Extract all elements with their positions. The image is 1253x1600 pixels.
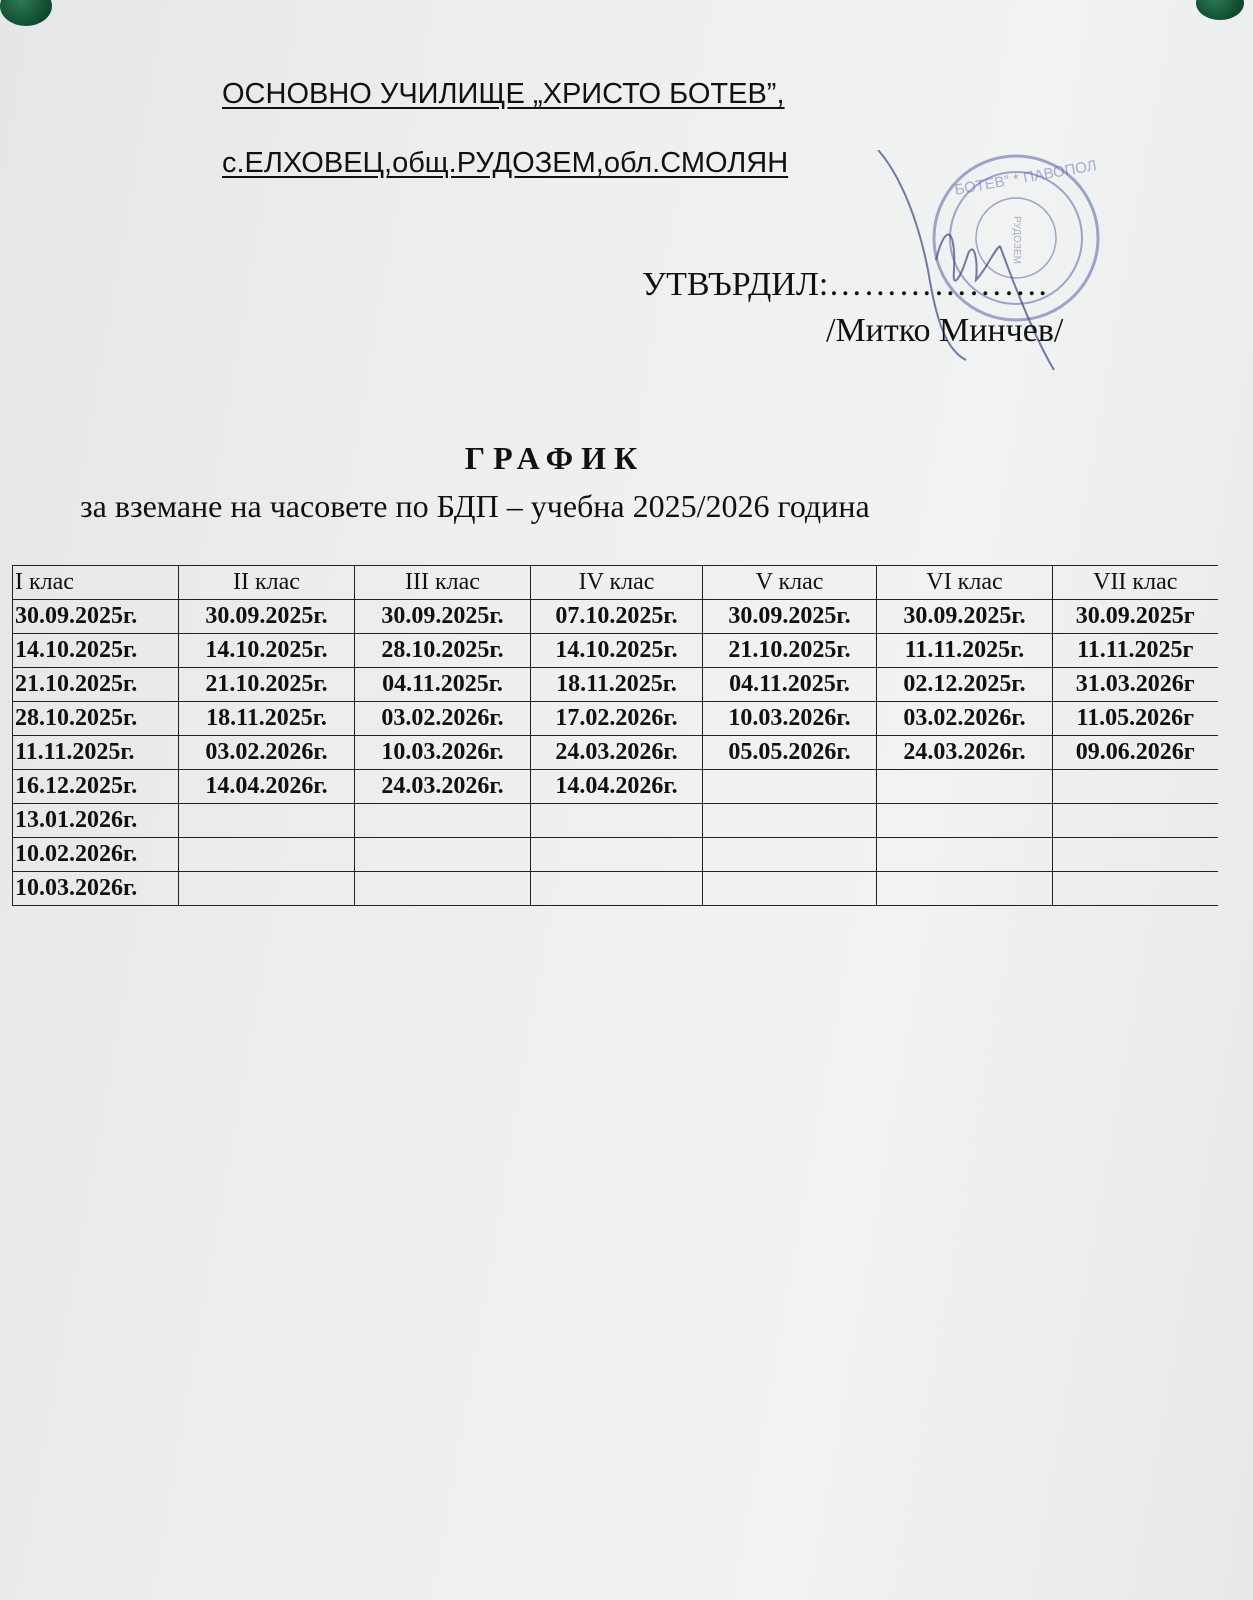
table-cell: 18.11.2025г. (531, 668, 703, 702)
table-cell: 10.03.2026г. (13, 872, 179, 906)
table-cell: 13.01.2026г. (13, 804, 179, 838)
school-name: ОСНОВНО УЧИЛИЩЕ „ХРИСТО БОТЕВ”, (222, 78, 785, 110)
table-cell (1053, 872, 1218, 906)
svg-text:РУДОЗЕМ: РУДОЗЕМ (1011, 216, 1022, 264)
table-cell: 30.09.2025г. (877, 600, 1053, 634)
director-name: /Митко Минчев/ (826, 312, 1064, 349)
table-cell: 02.12.2025г. (877, 668, 1053, 702)
document-subtitle: за вземане на часовете по БДП – учебна 2025/2026 година (80, 488, 870, 524)
table-cell (355, 838, 531, 872)
table-cell: 21.10.2025г. (179, 668, 355, 702)
table-cell (179, 804, 355, 838)
table-row (13, 838, 1218, 872)
table-row (13, 770, 1218, 804)
table-cell: 30.09.2025г. (179, 600, 355, 634)
table-cell: 11.11.2025г. (877, 634, 1053, 668)
table-cell: 14.10.2025г. (13, 634, 179, 668)
table-cell: 09.06.2026г (1053, 736, 1218, 770)
table-cell (877, 804, 1053, 838)
table-cell: 03.02.2026г. (179, 736, 355, 770)
table-header-row (13, 566, 1218, 600)
table-cell: 30.09.2025г. (355, 600, 531, 634)
table-cell (703, 838, 877, 872)
table-cell: 14.04.2026г. (179, 770, 355, 804)
document-title: ГРАФИК (464, 440, 646, 476)
table-cell: 11.11.2025г (1053, 634, 1218, 668)
schedule-table (12, 565, 1218, 906)
table-cell (355, 804, 531, 838)
table-cell (531, 872, 703, 906)
table-cell: 11.11.2025г. (13, 736, 179, 770)
approval-label: УТВЪРДИЛ: (642, 266, 829, 303)
table-cell: 07.10.2025г. (531, 600, 703, 634)
table-cell: 17.02.2026г. (531, 702, 703, 736)
table-row (13, 634, 1218, 668)
table-cell (877, 872, 1053, 906)
table-cell (877, 838, 1053, 872)
table-cell (531, 804, 703, 838)
table-cell (531, 838, 703, 872)
table-cell (179, 872, 355, 906)
column-header: I клас (13, 566, 179, 600)
table-row (13, 736, 1218, 770)
table-cell: 10.03.2026г. (703, 702, 877, 736)
svg-text:БОТЕВ” * ПАВОПОЛ: БОТЕВ” * ПАВОПОЛ (953, 157, 1098, 199)
table-cell: 14.10.2025г. (531, 634, 703, 668)
column-header: II клас (179, 566, 355, 600)
table-cell: 21.10.2025г. (703, 634, 877, 668)
table-cell: 11.05.2026г (1053, 702, 1218, 736)
table-cell: 21.10.2025г. (13, 668, 179, 702)
green-pushpin-icon (0, 0, 52, 26)
green-pushpin-icon (1196, 0, 1244, 20)
table-cell (1053, 804, 1218, 838)
column-header: VII клас (1053, 566, 1218, 600)
table-cell (703, 770, 877, 804)
table-row (13, 702, 1218, 736)
table-cell: 30.09.2025г. (703, 600, 877, 634)
table-row (13, 600, 1218, 634)
table-cell: 10.02.2026г. (13, 838, 179, 872)
table-cell (355, 872, 531, 906)
table-cell: 04.11.2025г. (355, 668, 531, 702)
table-cell: 10.03.2026г. (355, 736, 531, 770)
table-cell: 03.02.2026г. (355, 702, 531, 736)
table-cell (1053, 770, 1218, 804)
table-row (13, 804, 1218, 838)
signature-dots: ………………. (828, 266, 1048, 303)
school-address: с.ЕЛХОВЕЦ,общ.РУДОЗЕМ,обл.СМОЛЯН (222, 147, 789, 179)
table-cell (179, 838, 355, 872)
table-cell: 30.09.2025г. (13, 600, 179, 634)
table-cell: 31.03.2026г (1053, 668, 1218, 702)
column-header: III клас (355, 566, 531, 600)
approval-line (642, 266, 1048, 304)
column-header: VI клас (877, 566, 1053, 600)
table-cell: 24.03.2026г. (531, 736, 703, 770)
table-cell: 28.10.2025г. (355, 634, 531, 668)
table-cell: 18.11.2025г. (179, 702, 355, 736)
table-row (13, 668, 1218, 702)
table-row (13, 872, 1218, 906)
table-cell (877, 770, 1053, 804)
table-cell: 14.04.2026г. (531, 770, 703, 804)
table-cell (1053, 838, 1218, 872)
table-cell: 03.02.2026г. (877, 702, 1053, 736)
column-header: V клас (703, 566, 877, 600)
table-cell: 05.05.2026г. (703, 736, 877, 770)
table-cell: 14.10.2025г. (179, 634, 355, 668)
table-cell: 04.11.2025г. (703, 668, 877, 702)
table-cell: 16.12.2025г. (13, 770, 179, 804)
table-cell: 30.09.2025г (1053, 600, 1218, 634)
table-cell: 24.03.2026г. (355, 770, 531, 804)
table-cell (703, 804, 877, 838)
table-cell (703, 872, 877, 906)
table-cell: 28.10.2025г. (13, 702, 179, 736)
column-header: IV клас (531, 566, 703, 600)
table-cell: 24.03.2026г. (877, 736, 1053, 770)
